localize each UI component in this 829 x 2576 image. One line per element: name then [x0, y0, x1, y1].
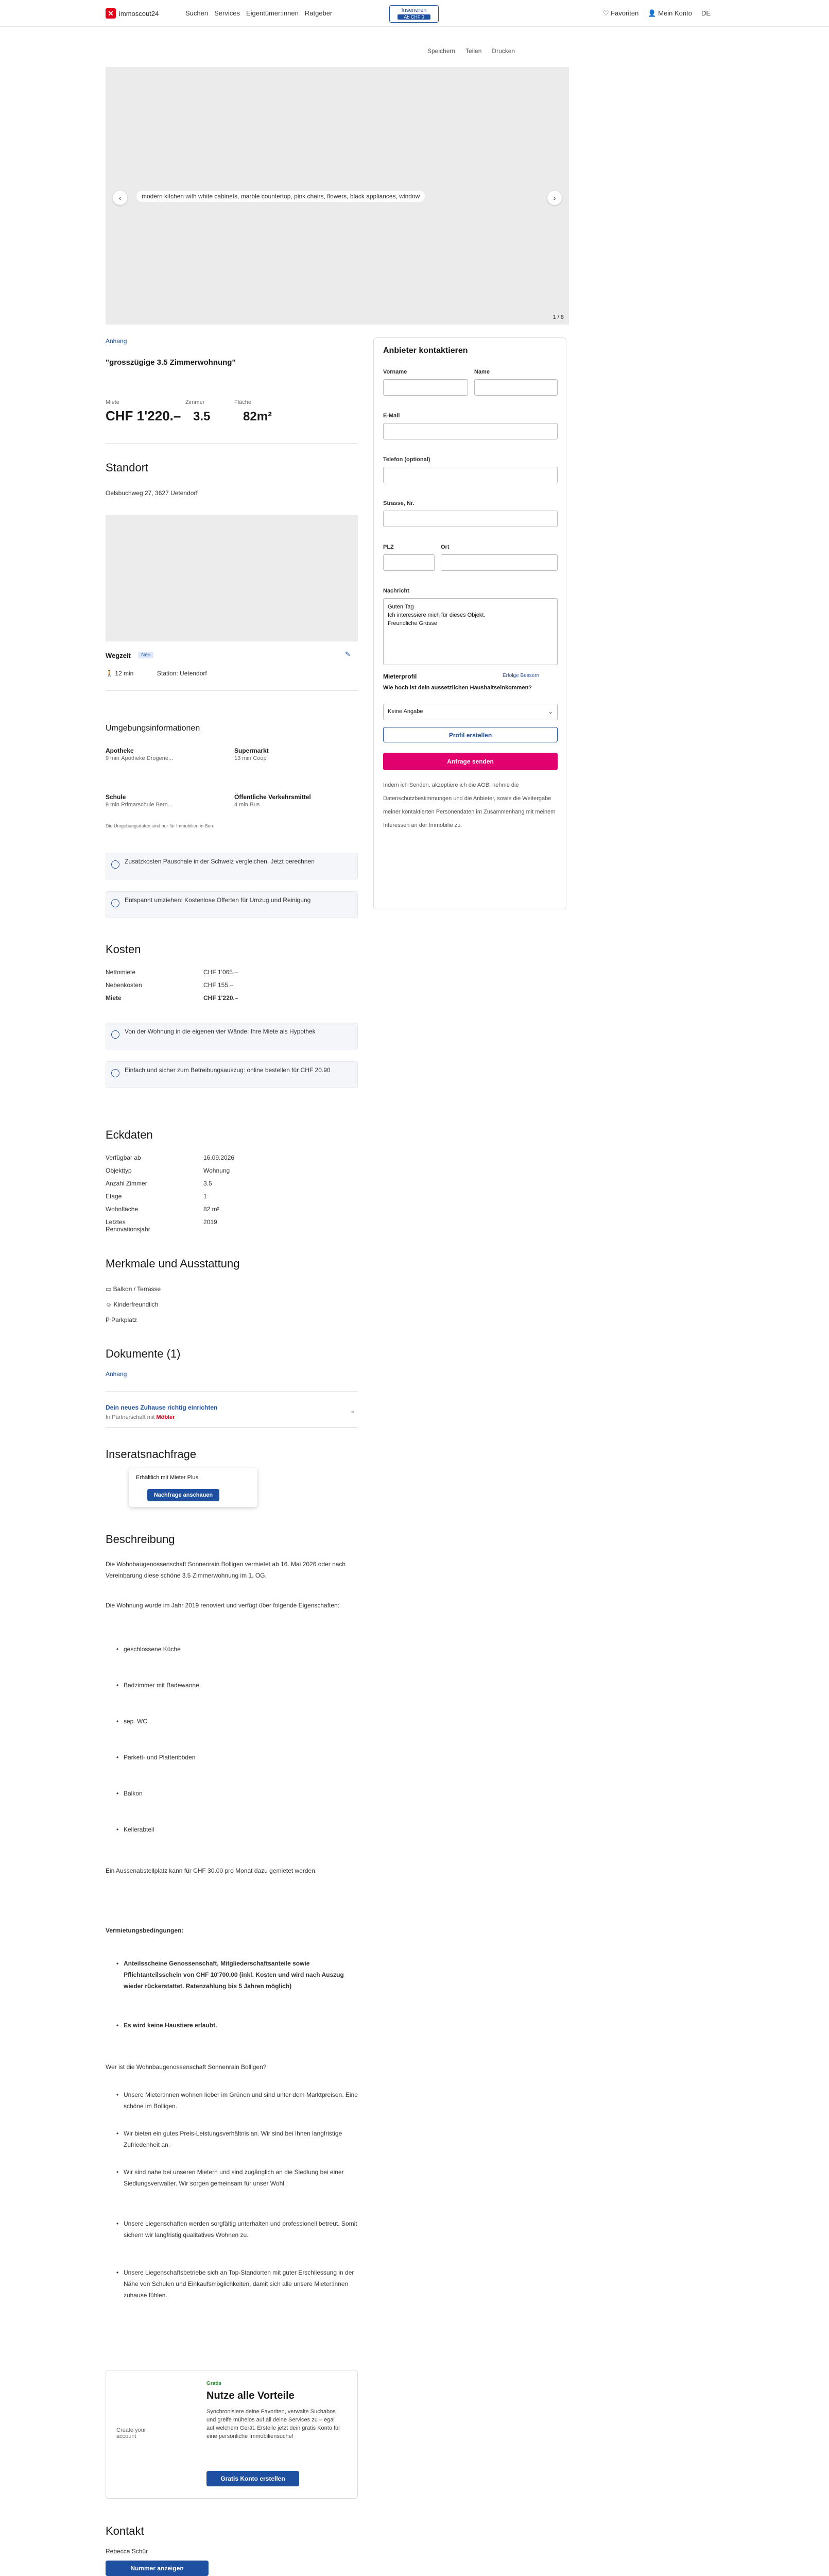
detail-key: Objekttyp — [106, 1167, 132, 1174]
last-name-input[interactable] — [474, 379, 558, 396]
info-icon — [111, 1030, 119, 1039]
email-input[interactable] — [383, 423, 558, 439]
env-item — [234, 747, 358, 761]
submit-inquiry-button[interactable]: Anfrage senden — [383, 753, 558, 770]
prev-image-icon[interactable]: ‹ — [113, 191, 127, 205]
address: Oelsbuchweg 27, 3627 Uetendorf — [106, 489, 198, 497]
promo-badge: Gratis — [206, 2381, 221, 2386]
detail-key: Anzahl Zimmer — [106, 1180, 147, 1187]
detail-value: 2019 — [203, 1218, 217, 1226]
inserieren-label: Inserieren — [401, 7, 427, 13]
info-icon — [111, 899, 119, 907]
income-select[interactable] — [383, 704, 558, 720]
detail-value: Wohnung — [203, 1167, 230, 1174]
way-destination: Station: Uetendorf — [157, 670, 207, 677]
inquiry-button[interactable]: Nachfrage anschauen — [147, 1489, 219, 1501]
features-title: Merkmale und Ausstattung — [106, 1257, 240, 1270]
show-number-button[interactable]: Nummer anzeigen — [106, 2561, 209, 2576]
env-item — [234, 793, 358, 808]
divider — [106, 1391, 358, 1392]
area-value: 82m² — [243, 410, 272, 423]
form-title: Anbieter kontaktieren — [383, 346, 468, 355]
cost-key: Miete — [106, 994, 122, 1002]
form-legal: Indem ich Senden, akzeptiere ich die AGB, nehme die Datenschutzbestimmungen und die Anbieter, sowie die Weitergabe meiner kontaktierten Personendaten im Zusammenhang mit meinem Interessen an der Immobilie zu. — [383, 782, 556, 828]
create-profile-button[interactable]: Profil erstellen — [383, 727, 558, 742]
inserieren-button[interactable] — [389, 5, 439, 23]
env-time: 4 min — [234, 802, 248, 808]
zip-label: PLZ — [383, 544, 394, 550]
info-box-betreibung[interactable] — [106, 1061, 358, 1088]
first-name-label: Vorname — [383, 369, 407, 375]
env-item — [106, 793, 229, 808]
list-item: • Wir bieten ein gutes Preis-Leistungsverhältnis an. Wir sind bei Ihnen langfristige Zufriedenheit an. — [124, 2128, 358, 2150]
list-item: • sep. WC — [124, 1716, 147, 1727]
nav-item-services[interactable]: Services — [214, 9, 240, 17]
cost-value: CHF 155.– — [203, 981, 234, 989]
info-box-umzug[interactable] — [106, 891, 358, 918]
list-item: • Kellerabteil — [124, 1824, 154, 1835]
list-item: • Balkon — [124, 1788, 143, 1799]
price-label: Miete — [106, 399, 119, 405]
promo-link[interactable]: Dein neues Zuhause richtig einrichten — [106, 1404, 218, 1411]
edit-icon[interactable]: ✎ — [345, 650, 351, 658]
description-p2: Die Wohnung wurde im Jahr 2019 renoviert und verfügt über folgende Eigenschaften: — [106, 1602, 340, 1609]
detail-value: 3.5 — [203, 1180, 212, 1187]
income-select-value: Keine Angabe — [388, 708, 423, 715]
language-select[interactable]: DE — [701, 9, 711, 17]
city-input[interactable] — [441, 554, 558, 571]
doc-attachment-link[interactable]: Anhang — [106, 1370, 127, 1378]
env-desc: Coop — [253, 755, 267, 761]
info-text: Zusatzkosten Pauschale in der Schweiz vergleichen. Jetzt berechnen — [125, 858, 315, 865]
env-key: Öffentliche Verkehrsmittel — [234, 793, 311, 801]
detail-value: 82 m² — [203, 1206, 219, 1213]
phone-label: Telefon (optional) — [383, 456, 430, 463]
nav-item-suchen[interactable]: Suchen — [185, 9, 209, 17]
detail-key: Wohnfläche — [106, 1206, 139, 1213]
env-key: Supermarkt — [234, 747, 269, 754]
list-item: • Unsere Mieter:innen wohnen lieber im Grünen und sind unter dem Marktpreisen. Eine schöne im Bolligen. — [124, 2089, 358, 2112]
detail-key: Etage — [106, 1193, 122, 1200]
chevron-down-icon: ⌄ — [548, 709, 553, 715]
price-value: CHF 1'220.– — [106, 408, 181, 423]
account-promo-card — [106, 2370, 358, 2499]
info-text: Entspannt umziehen: Kostenlose Offerten für Umzug und Reinigung — [125, 896, 311, 904]
phone-input[interactable] — [383, 467, 558, 483]
contact-name: Rebecca Schür — [106, 2548, 148, 2555]
info-icon — [111, 860, 119, 869]
attachment-link[interactable]: Anhang — [106, 337, 127, 345]
description-p4: Wer ist die Wohnbaugenossenschaft Sonnenrain Bolligen? — [106, 2063, 267, 2071]
divider — [106, 443, 358, 444]
info-text: Einfach und sicher zum Betreibungsauszug: online bestellen für CHF 20.90 — [125, 1066, 331, 1074]
nav-item-ratgeber[interactable]: Ratgeber — [304, 9, 333, 17]
list-item: • Badzimmer mit Badewanne — [124, 1680, 199, 1691]
cost-value: CHF 1'065.– — [203, 969, 238, 976]
message-label: Nachricht — [383, 588, 409, 594]
env-key: Apotheke — [106, 747, 134, 754]
divider — [106, 690, 358, 691]
info-text: Von der Wohnung in die eigenen vier Wände: Ihre Miete als Hypothek — [125, 1028, 316, 1035]
env-time: 9 min — [106, 755, 119, 761]
list-item: • Unsere Liegenschaften werden sorgfältig unterhalten und professionell betreut. Somit sichern wir langfristig qualitatives Wohnen zu. — [124, 2218, 358, 2241]
description-p3: Ein Aussenabstellplatz kann für CHF 30.00 pro Monat dazu gemietet werden. — [106, 1867, 317, 1874]
image-counter: 1 / 8 — [552, 314, 564, 320]
promo-left: Create your account — [116, 2427, 146, 2439]
inquiry-badge: Erhältlich mit Mieter Plus — [136, 1475, 199, 1481]
condition-item: • Es wird keine Haustiere erlaubt. — [124, 2020, 358, 2031]
info-box-hypothek[interactable] — [106, 1023, 358, 1049]
detail-key: Verfügbar ab — [106, 1154, 141, 1161]
feature-item: P Parkplatz — [106, 1316, 137, 1324]
env-time: 9 min — [106, 802, 119, 808]
list-item: • geschlossene Küche — [124, 1643, 181, 1655]
env-desc: Bus — [250, 802, 260, 808]
way-time-value: 12 min — [115, 670, 134, 677]
new-badge: Neu — [138, 652, 153, 658]
promo-sub — [106, 1414, 175, 1420]
map[interactable] — [106, 515, 358, 641]
area-label: Fläche — [234, 399, 252, 405]
feature-label: Balkon / Terrasse — [113, 1285, 161, 1293]
feature-label: Kinderfreundlich — [113, 1301, 159, 1308]
favorites-link[interactable]: ♡ Favoriten — [602, 9, 639, 17]
logo-text: immoscout24 — [119, 9, 159, 18]
rooms-value: 3.5 — [193, 410, 211, 423]
list-item: • Wir sind nahe bei unseren Mietern und sind zugänglich an die Siedlung bei einer Siedlungsverwalter. Wir sorgen gemeinsam für unser Wohl. — [124, 2166, 358, 2189]
costs-title: Kosten — [106, 943, 141, 956]
main-nav — [185, 9, 332, 17]
image-gallery[interactable] — [106, 67, 569, 325]
rooms-label: Zimmer — [185, 399, 205, 405]
message-textarea[interactable]: Guten Tag Ich interessiere mich für dieses Objekt. Freundliche Grüsse — [383, 598, 558, 665]
inquiry-popover — [129, 1468, 257, 1507]
feature-item: ▭ Balkon / Terrasse — [106, 1285, 161, 1293]
list-item: • Parkett- und Plattenböden — [124, 1752, 195, 1763]
way-title: Wegzeit — [106, 652, 131, 659]
inquiry-title: Inseratsnachfrage — [106, 1448, 197, 1461]
details-title: Eckdaten — [106, 1128, 153, 1141]
feature-item: ☺ Kinderfreundlich — [106, 1301, 159, 1308]
detail-key: Letztes Renovationsjahr — [106, 1218, 150, 1233]
favorites-label: Favoriten — [611, 9, 639, 17]
contact-form-card — [373, 337, 566, 909]
chevron-down-icon[interactable]: ⌄ — [350, 1406, 356, 1414]
divider — [106, 1427, 358, 1428]
create-account-button[interactable]: Gratis Konto erstellen — [206, 2471, 299, 2486]
logo[interactable] — [106, 8, 159, 19]
city-label: Ort — [441, 544, 450, 550]
logo-icon: ✕ — [106, 8, 116, 19]
cost-value: CHF 1'220.– — [203, 994, 238, 1002]
description-title: Beschreibung — [106, 1533, 175, 1546]
profile-question: Wie hoch ist dein aussetzlichen Haushaltseinkommen? — [383, 685, 532, 691]
share-button[interactable]: Teilen — [465, 47, 482, 55]
list-item: • Unsere Liegenschaftsbetriebe sich an Top-Standorten mit guter Erschliessung in der Nähe von Schulen und Einkaufsmöglichkeiten, damit sich alle unsere Mieter:innen zuhause fühlen. — [124, 2267, 358, 2301]
profile-badge: Erfolge Bessern — [503, 673, 540, 679]
env-key: Schule — [106, 793, 126, 801]
docs-title: Dokumente (1) — [106, 1347, 181, 1360]
listing-title: "grosszügige 3.5 Zimmerwohnung" — [106, 358, 236, 367]
way-time: 🚶 12 min — [106, 670, 134, 677]
contact-title: Kontakt — [106, 2524, 144, 2537]
top-bar — [0, 0, 829, 27]
street-label: Strasse, Nr. — [383, 500, 414, 506]
print-button[interactable]: Drucken — [492, 47, 515, 55]
account-link[interactable]: 👤 Mein Konto — [648, 9, 692, 17]
first-name-input[interactable] — [383, 379, 468, 396]
location-title: Standort — [106, 461, 149, 474]
cost-key: Nebenkosten — [106, 981, 142, 989]
nav-item-eigentuemer[interactable]: Eigentümer:innen — [246, 9, 299, 17]
conditions-title: Vermietungsbedingungen: — [106, 1927, 184, 1934]
env-title: Umgebungsinformationen — [106, 724, 200, 733]
promo-sub-text: In Partnerschaft mit — [106, 1414, 155, 1420]
street-input[interactable] — [383, 511, 558, 527]
env-desc: Primarschule Bern... — [121, 802, 172, 808]
promo-title: Nutze alle Vorteile — [206, 2390, 295, 2401]
env-desc: Apotheke Drogerie... — [121, 755, 174, 761]
condition-item: • Anteilsscheine Genossenschaft, Mitgliederschaftsanteile sowie Pflichtanteilsschein von CHF 10'700.00 (inkl. Kosten und wird nach Auszug wieder rückerstattet. Ratenzahlung bis 5 Jahren möglich) — [124, 1958, 358, 1992]
account-label: Mein Konto — [658, 9, 692, 17]
info-icon — [111, 1069, 119, 1077]
image-caption: modern kitchen with white cabinets, marble countertop, pink chairs, flowers, black appliances, window — [136, 191, 425, 202]
detail-value: 16.09.2026 — [203, 1154, 235, 1161]
env-time: 13 min — [234, 755, 252, 761]
zip-input[interactable] — [383, 554, 435, 571]
detail-value: 1 — [203, 1193, 207, 1200]
save-button[interactable]: Speichern — [427, 47, 456, 55]
profile-title: Mieterprofil — [383, 673, 417, 680]
env-item — [106, 747, 229, 761]
description-p1: Die Wohnbaugenossenschaft Sonnenrain Bolligen vermietet ab 16. Mai 2026 oder nach Vereinbarung diese schöne 3.5 Zimmerwohnung im 1. OG. — [106, 1561, 346, 1579]
share-bar — [427, 47, 515, 55]
inserieren-badge: Ab CHF 0 — [398, 14, 430, 20]
feature-label: Parkplatz — [111, 1316, 137, 1324]
cost-key: Nettomiete — [106, 969, 136, 976]
env-note: Die Umgebungsdaten sind nur für Immobilien in Bern — [106, 823, 215, 828]
promo-text: Synchronisiere deine Favoriten, verwalte Suchabos und greife mühelos auf all deine Services zu – egal auf welchem Gerät. Erstelle jetzt dein gratis Konto für eine persönliche Immobiliensuche! — [206, 2409, 340, 2439]
last-name-label: Name — [474, 369, 490, 375]
partner-logo: Möbler — [156, 1414, 175, 1420]
email-label: E-Mail — [383, 413, 400, 419]
info-box-pauschale[interactable] — [106, 853, 358, 879]
next-image-icon[interactable]: › — [547, 191, 562, 205]
